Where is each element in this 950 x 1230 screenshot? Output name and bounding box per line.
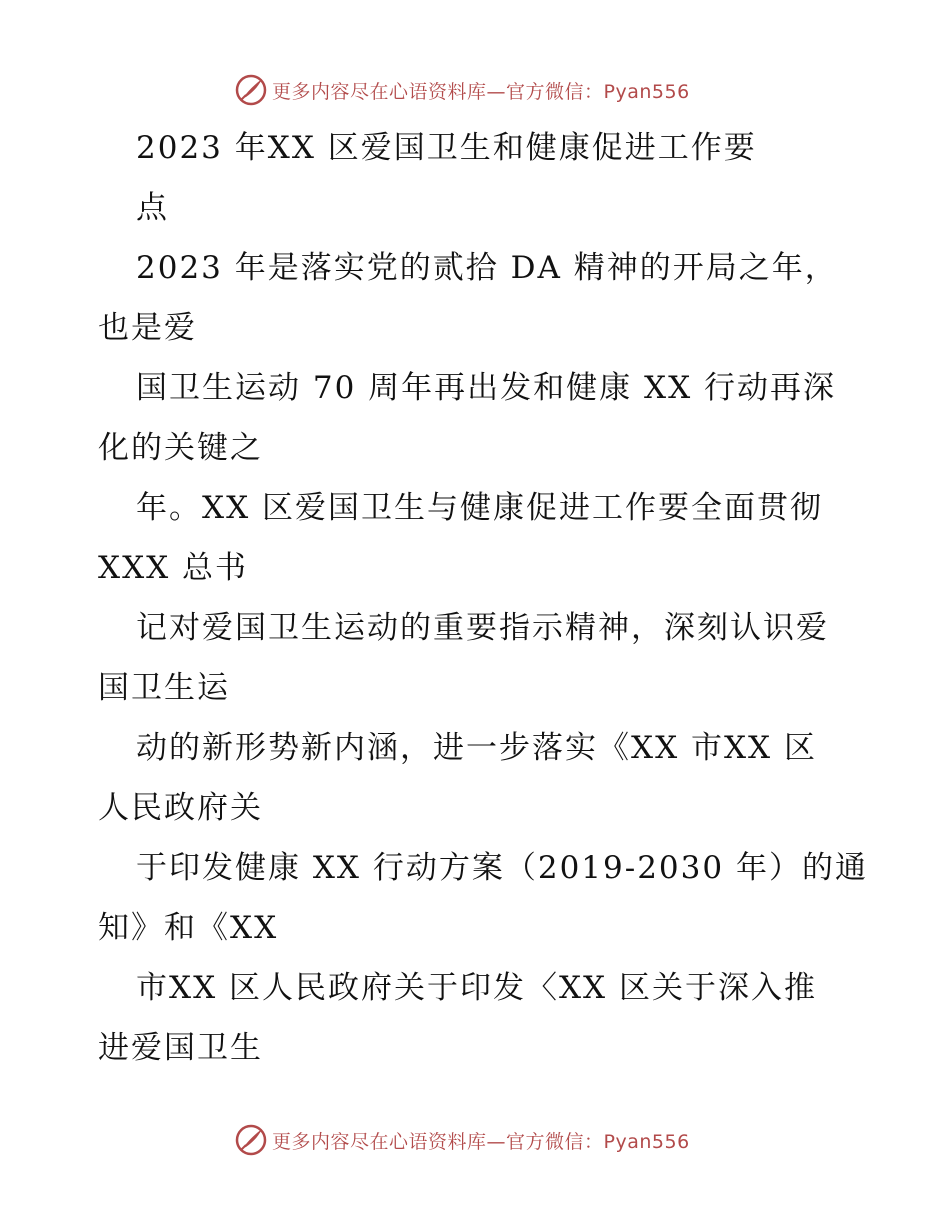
title-line-1: 2023 年XX 区爱国卫生和健康促进工作要 bbox=[136, 130, 757, 166]
text-line: 市XX 区人民政府关于印发〈XX 区关于深入推 bbox=[136, 970, 817, 1006]
text-line: 国卫生运动 70 周年再出发和健康 XX 行动再深 bbox=[136, 370, 836, 406]
text-line: 年。XX 区爱国卫生与健康促进工作要全面贯彻 bbox=[136, 490, 823, 526]
text-line: 2023 年是落实党的贰拾 DA 精神的开局之年， bbox=[136, 250, 838, 286]
text-line: 知》和《XX bbox=[98, 910, 279, 946]
footer-watermark bbox=[234, 1122, 690, 1158]
text-line: 记对爱国卫生运动的重要指示精神，深刻认识爱 bbox=[136, 610, 829, 646]
watermark-text: 更多内容尽在心语资料库—官方微信：Pyan556 bbox=[272, 80, 690, 103]
text-line: 国卫生运 bbox=[98, 670, 230, 706]
document-body bbox=[98, 118, 888, 1078]
text-line: XXX 总书 bbox=[98, 550, 249, 586]
title-line-2: 点 bbox=[136, 190, 169, 226]
quill-logo-icon bbox=[234, 73, 268, 107]
text-line: 也是爱 bbox=[98, 310, 197, 346]
text-line: 化的关键之 bbox=[98, 430, 263, 466]
text-line: 于印发健康 XX 行动方案（2019-2030 年）的通 bbox=[136, 850, 868, 886]
text-line: 人民政府关 bbox=[98, 790, 263, 826]
quill-logo-icon bbox=[234, 1123, 268, 1157]
text-line: 进爱国卫生 bbox=[98, 1030, 263, 1066]
text-line: 动的新形势新内涵，进一步落实《XX 市XX 区 bbox=[136, 730, 817, 766]
watermark-text: 更多内容尽在心语资料库—官方微信：Pyan556 bbox=[272, 1130, 690, 1153]
header-watermark bbox=[234, 72, 690, 108]
